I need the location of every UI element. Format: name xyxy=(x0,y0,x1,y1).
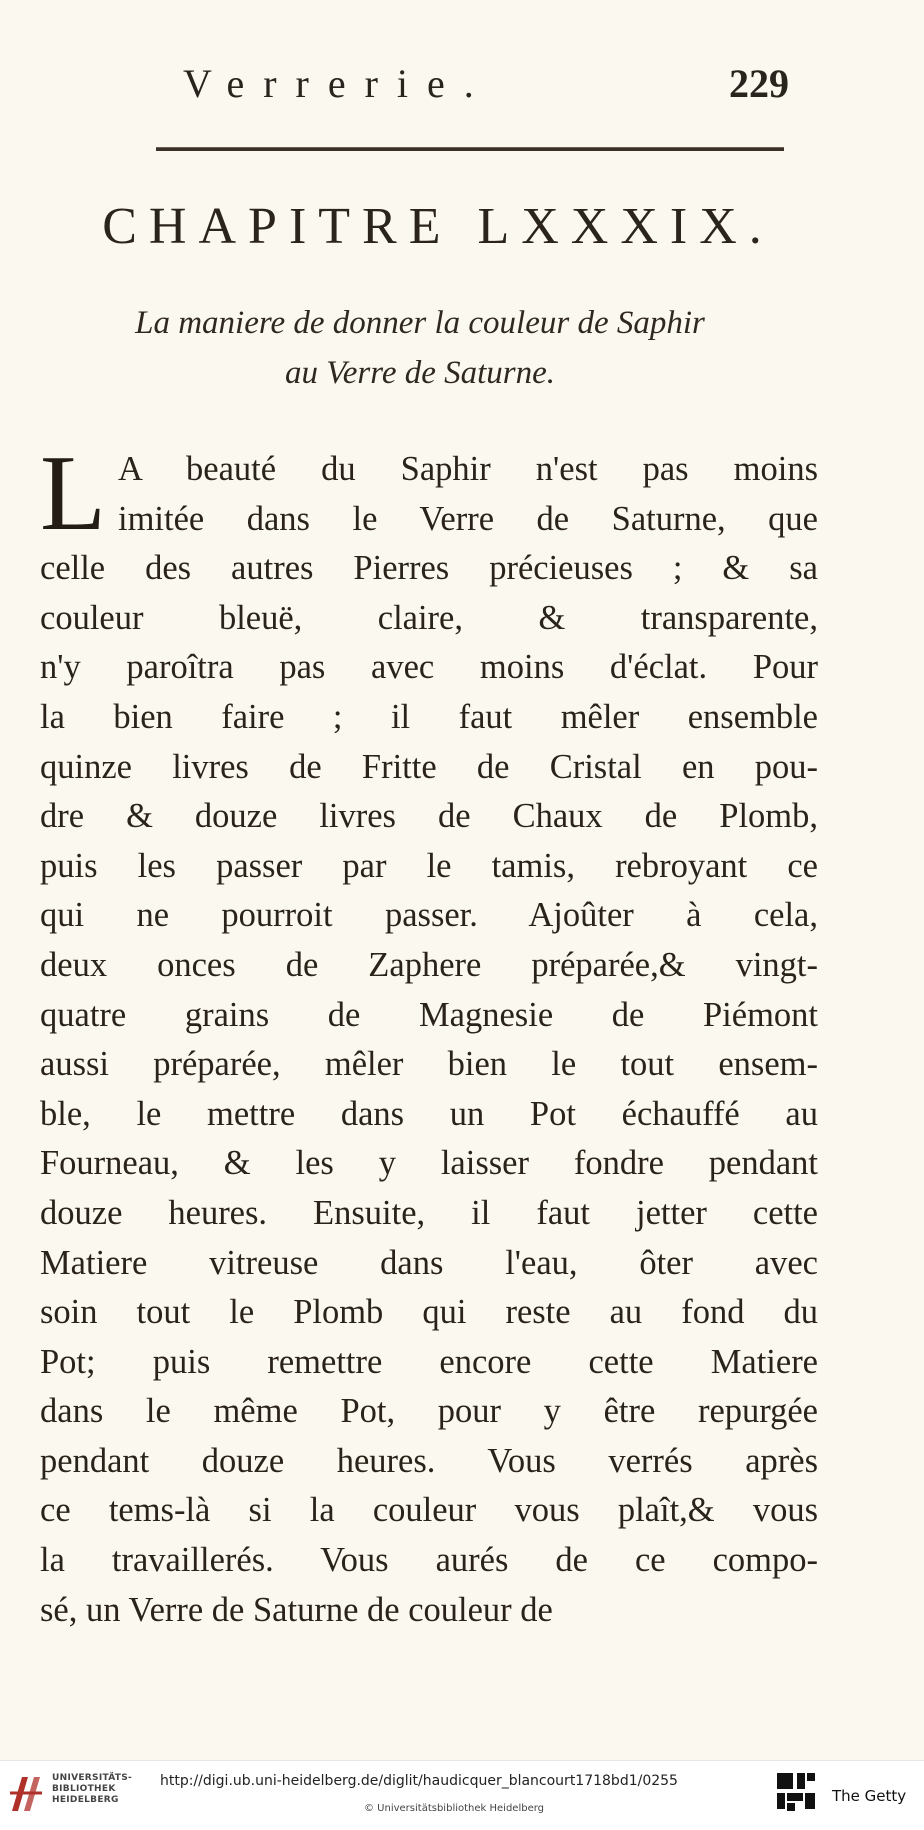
text-line: ce tems-là si la couleur vous plaît,& vous xyxy=(40,1491,818,1530)
running-head-title: Verrerie. xyxy=(183,61,493,106)
text-line: douze heures. Ensuite, il faut jetter cette xyxy=(40,1193,818,1232)
text-line: la bien faire ; il faut mêler ensemble xyxy=(40,697,818,736)
text-line: pendant douze heures. Vous verrés après xyxy=(40,1441,818,1480)
text-line: puis les passer par le tamis, rebroyant ce xyxy=(40,846,818,885)
text-line: la travaillerés. Vous aurés de ce compo- xyxy=(40,1541,818,1580)
text-line: dans le même Pot, pour y être repurgée xyxy=(40,1392,818,1431)
library-name-line: UNIVERSITÄTS- xyxy=(52,1773,133,1783)
subtitle-line: La maniere de donner la couleur de Saphir xyxy=(135,305,705,341)
library-name-line: BIBLIOTHEK xyxy=(52,1784,116,1794)
header-rule xyxy=(156,147,784,151)
subtitle-line: au Verre de Saturne. xyxy=(284,355,556,391)
library-name-line: HEIDELBERG xyxy=(52,1795,119,1805)
text-line: A beauté du Saphir n'est pas moins xyxy=(118,450,818,488)
text-line: Matiere vitreuse dans l'eau, ôter avec xyxy=(40,1243,818,1282)
text-line: couleur bleuë, claire, & transparente, xyxy=(40,598,818,637)
permalink-url[interactable]: http://digi.ub.uni-heidelberg.de/diglit/haudicquer_blancourt1718bd1/0255 xyxy=(160,1773,678,1789)
text-line: imitée dans le Verre de Saturne, que xyxy=(118,499,818,538)
text-line: quinze livres de Fritte de Cristal en pou- xyxy=(40,747,818,786)
text-line: celle des autres Pierres précieuses ; & sa xyxy=(40,549,818,588)
text-line: ble, le mettre dans un Pot échauffé au xyxy=(40,1094,818,1133)
text-line: sé, un Verre de Saturne de couleur de xyxy=(40,1590,553,1629)
drop-cap: L xyxy=(40,434,106,553)
university-library-logo-icon xyxy=(8,1771,44,1815)
copyright-notice: © Universitätsbibliothek Heidelberg xyxy=(364,1803,545,1814)
text-line: n'y paroîtra pas avec moins d'éclat. Pour xyxy=(40,648,818,687)
text-line: deux onces de Zaphere préparée,& vingt- xyxy=(40,945,818,984)
text-line: dre & douze livres de Chaux de Plomb, xyxy=(40,797,818,836)
chapter-subtitle xyxy=(40,298,800,398)
running-head xyxy=(0,58,924,108)
page-number: 229 xyxy=(729,61,789,106)
text-line: quatre grains de Magnesie de Piémont xyxy=(40,995,818,1034)
library-name xyxy=(52,1773,132,1806)
text-line: Pot; puis remettre encore cette Matiere xyxy=(40,1342,818,1381)
getty-partner-name: The Getty xyxy=(832,1787,907,1805)
text-line: qui ne pourroit passer. Ajoûter à cela, xyxy=(40,896,818,935)
getty-logo-icon xyxy=(775,1771,817,1815)
body-paragraph xyxy=(40,434,818,1635)
text-line: aussi préparée, mêler bien le tout ensem- xyxy=(40,1045,818,1084)
text-line: soin tout le Plomb qui reste au fond du xyxy=(40,1293,818,1332)
text-line: Fourneau, & les y laisser fondre pendant xyxy=(40,1144,818,1183)
viewer-footer xyxy=(0,1760,924,1830)
chapter-heading: CHAPITRE LXXXIX. xyxy=(102,198,774,255)
